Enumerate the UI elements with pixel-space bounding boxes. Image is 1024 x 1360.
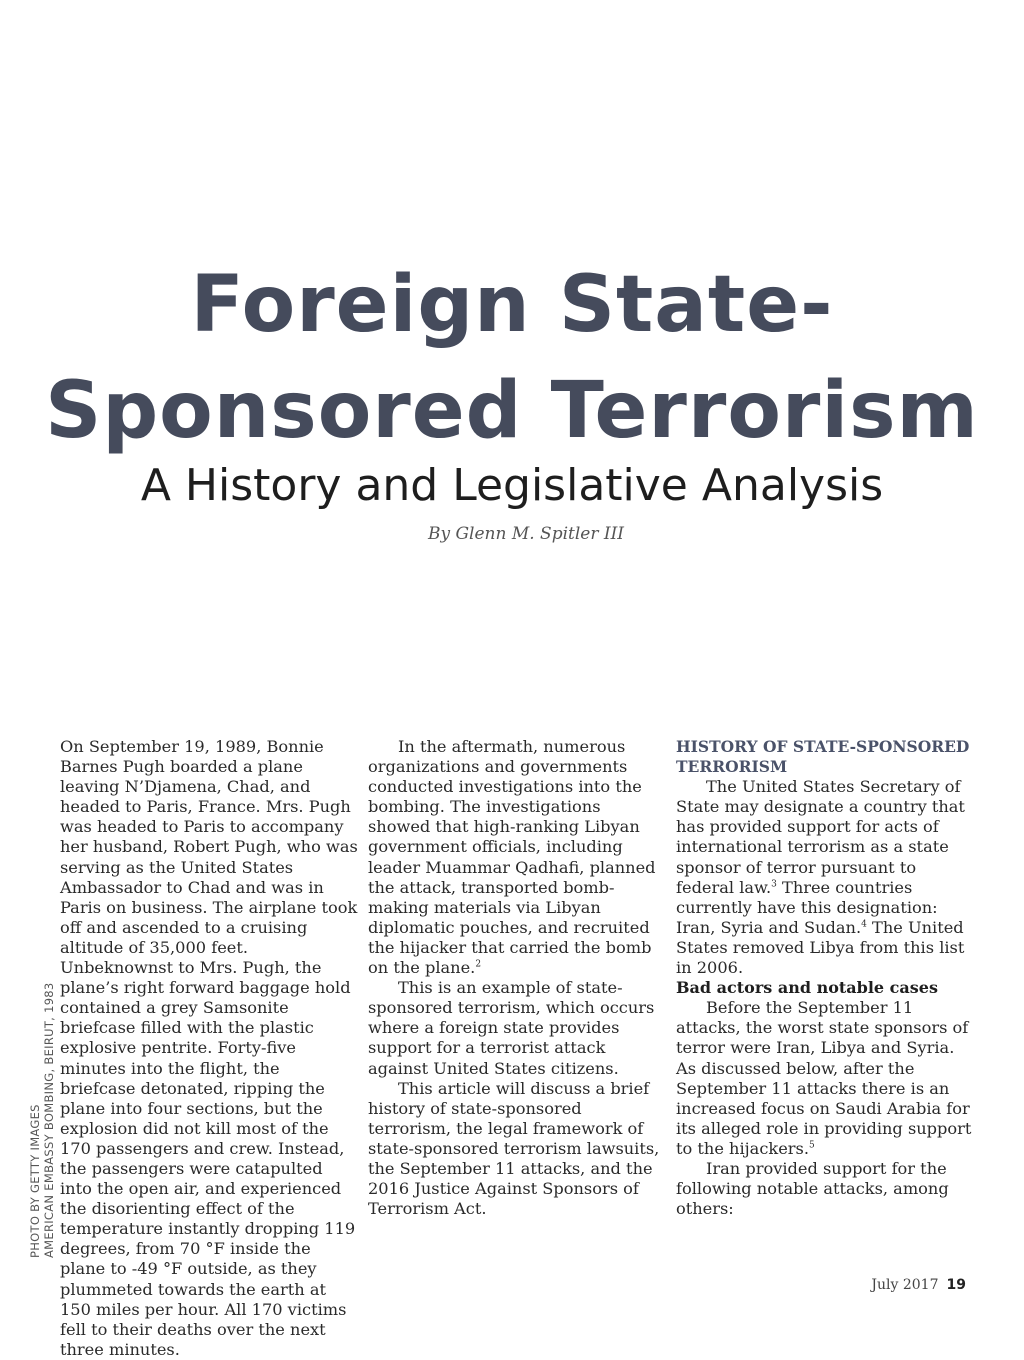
paragraph: On September 19, 1989, Bonnie Barnes Pugh boarded a plane leaving N’Djamena, Chad, and headed to Paris, France. Mrs. Pugh was headed to Paris to accompany her husband, Robert Pugh, who was serving as the United States Ambassador to Chad and was in Paris on business. The airplane took off and ascended to a cruising altitude of 35,000 feet. Unbeknownst to Mrs. Pugh, the plane’s right forward baggage hold contained a grey Samsonite briefcase filled with the plastic explosive pentrite. Forty-five minutes into the flight, the briefcase detonated, ripping the plane into four sections, but the explosion did not kill most of the 170 passengers and crew. Instead, the passengers were catapulted into the open air, and experienced the disorienting effect of the temperature instantly dropping 119 degrees, from 70 °F inside the plane to -49 °F outside, as they plummeted towards the earth at 150 miles per hour. All 170 victims fell to their deaths over the next three minutes. bbox=[60, 737, 358, 1359]
footnote-ref: 2 bbox=[475, 959, 482, 970]
column-2 bbox=[368, 737, 666, 1219]
paragraph: Iran provided support for the following notable attacks, among others: bbox=[676, 1158, 949, 1219]
paragraph bbox=[676, 777, 976, 978]
photo-credit-line-2: AMERICAN EMBASSY BOMBING, BEIRUT, 1983 bbox=[42, 982, 56, 1258]
issue-date: July 2017 bbox=[871, 1277, 939, 1293]
paragraph-text: Before the September 11 attacks, the worst state sponsors of terror were Iran, Libya and Syria. As discussed below, after the September 11 attacks there is an increased focus on Saudi Arabia for its alleged role in providing support to the hijackers. bbox=[676, 998, 972, 1158]
paragraph-text: The United States Secretary of State may designate a country that has provided support for acts of international terrorism as a state sponsor of terror pursuant to federal law. bbox=[676, 777, 965, 897]
sub-heading: Bad actors and notable cases bbox=[676, 978, 938, 998]
title-line-1: Foreign State- bbox=[190, 260, 834, 350]
article-title bbox=[0, 252, 1024, 464]
photo-credit-line-1: PHOTO BY GETTY IMAGES bbox=[28, 1104, 42, 1258]
byline: By Glenn M. Spitler III bbox=[427, 524, 625, 544]
photo-credit bbox=[28, 982, 56, 1258]
footnote-ref: 4 bbox=[861, 919, 867, 930]
page-footer bbox=[871, 1277, 966, 1293]
footnote-ref: 5 bbox=[808, 1140, 815, 1151]
paragraph-text: The United States removed Libya from this list in 2006. bbox=[676, 917, 965, 978]
paragraph: This is an example of state-sponsored terrorism, which occurs where a foreign state provides support for a terrorist attack against United States citizens. bbox=[368, 978, 655, 1078]
page-number: 19 bbox=[946, 1277, 966, 1293]
column-1 bbox=[60, 737, 358, 1360]
title-line-2: Sponsored Terrorism bbox=[45, 366, 979, 456]
paragraph bbox=[676, 998, 976, 1159]
section-heading: HISTORY OF STATE-SPONSORED TERRORISM bbox=[676, 737, 970, 777]
paragraph bbox=[368, 737, 666, 978]
paragraph-text: In the aftermath, numerous organizations and governments conducted investigations into the bombing. The investigations showed that high-ranking Libyan government officials, including leader Muammar Qadhafi, planned the attack, transported bomb-making materials via Libyan diplomatic pouches, and recruited the hijacker that carried the bomb on the plane. bbox=[368, 737, 656, 978]
column-3 bbox=[676, 737, 976, 1219]
article-subtitle: A History and Legislative Analysis bbox=[140, 460, 884, 511]
paragraph-text: Three countries currently have this designation: Iran, Syria and Sudan. bbox=[676, 877, 938, 937]
paragraph: This article will discuss a brief history of state-sponsored terrorism, the legal framework of state-sponsored terrorism lawsuits, the September 11 attacks, and the 2016 Justice Against Sponsors of Terrorism Act. bbox=[368, 1078, 660, 1219]
footnote-ref: 3 bbox=[771, 879, 777, 890]
